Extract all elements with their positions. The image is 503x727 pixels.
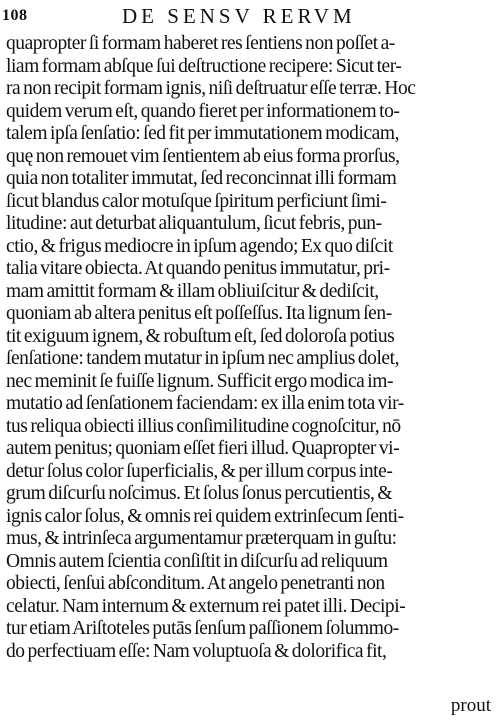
running-title: DE SENSV RERVM — [122, 4, 356, 28]
text-line: ſenſatione: tandem mutatur in ipſum nec amplius dolet, — [6, 348, 400, 369]
text-line: liam formam abſque ſui deſtructione recipere: Sicut ter- — [6, 55, 402, 77]
text-line: quoniam ab altera penitus eſt poſſeſſus. Ita lignum ſen- — [6, 303, 392, 324]
text-line: quapropter ſi formam haberet res ſentiens non poſſet a- — [6, 33, 395, 54]
text-line: ra non recipit formam ignis, niſi deſtruatur eſſe terræ. Hoc — [6, 78, 416, 99]
text-line: talia vitare obiecta. At quando penitus immutatur, pri- — [6, 258, 390, 279]
text-line: celatur. Nam internum & externum rei patet illi. Decipi- — [6, 595, 406, 617]
text-line: talem ipſa ſenſatio: ſed fit per immutationem modicam, — [6, 123, 400, 144]
text-line: tur etiam Ariſtoteles putās ſenſum paſſionem ſolummo- — [6, 618, 399, 639]
text-line: ſicut blandus calor motuſque ſpiritum perficiunt ſimi- — [6, 190, 387, 212]
text-line: mam amittit formam & illam obliuiſcitur & dediſcit, — [6, 280, 379, 302]
text-line: quę non remouet vim ſentientem ab eius forma prorſus, — [6, 145, 400, 167]
text-line: quia non totaliter immutat, ſed reconcinnat illi formam — [6, 168, 397, 189]
text-line: do perfectiuam eſſe: Nam voluptuoſa & dolorifica fit, — [6, 640, 387, 662]
text-line: ctio, & frigus mediocre in ipſum agendo; Ex quo diſcit — [6, 235, 393, 257]
text-line: tus reliqua obiecti illius conſimilitudine cognoſcitur, nō — [6, 415, 401, 437]
text-line: Omnis autem ſcientia conſiſtit in diſcurſu ad reliquum — [6, 550, 388, 572]
body-text — [6, 33, 497, 663]
page-header — [2, 4, 501, 30]
catchword: prout — [450, 695, 491, 716]
text-line: litudine: aut deturbat aliquantulum, ſicut febris, pun- — [6, 213, 382, 234]
text-line: autem penitus; quoniam eſſet fieri illud. Quapropter vi- — [6, 438, 400, 459]
text-line: grum diſcurſu noſcimus. Et ſolus ſonus percutientis, & — [6, 483, 393, 504]
text-line: detur ſolus color ſuperficialis, & per illum corpus inte- — [6, 460, 393, 482]
text-line: mutatio ad ſenſationem faciendam: ex illa enim tota vir- — [6, 393, 404, 414]
text-line: nec meminit ſe fuiſſe lignum. Sufficit ergo modica im- — [6, 370, 394, 392]
text-line: ignis calor ſolus, & omnis rei quidem extrinſecum ſenti- — [6, 505, 404, 527]
page-number: 108 — [2, 7, 28, 24]
text-line: quidem verum eſt, quando fieret per informationem to- — [6, 100, 400, 122]
text-line: mus, & intrinſeca argumentamur præterquam in guſtu: — [6, 528, 397, 549]
text-line: obiecti, ſenſui abſconditum. At angelo penetranti non — [6, 573, 385, 594]
text-line: tit exiguum ignem, & robuſtum eſt, ſed doloroſa potius — [6, 325, 395, 347]
